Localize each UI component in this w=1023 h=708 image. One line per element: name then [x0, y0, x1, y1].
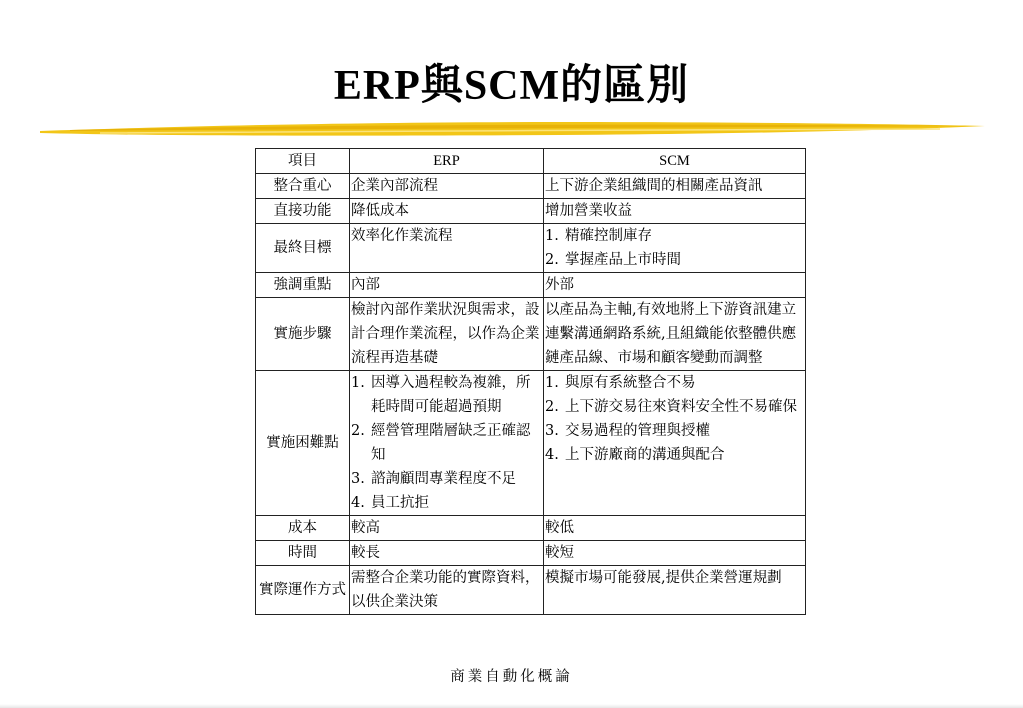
scm-cell	[544, 199, 806, 224]
list-item	[351, 491, 542, 515]
scm-cell	[544, 298, 806, 371]
list-text: 與原有系統整合不易	[565, 375, 696, 391]
comparison-table	[255, 148, 806, 615]
list-number: 1.	[545, 228, 559, 244]
erp-cell	[350, 273, 544, 298]
list-text: 經營管理階層缺乏正確認知	[371, 423, 531, 463]
table-row	[256, 224, 806, 273]
list-number: 3.	[545, 423, 559, 439]
erp-cell	[350, 371, 544, 516]
header-cell: SCM	[544, 149, 806, 174]
scm-cell	[544, 566, 806, 615]
table-row	[256, 199, 806, 224]
yellow-brush-stroke	[40, 114, 985, 144]
row-label-cell: 實施困難點	[256, 371, 350, 516]
cell-text: 以產品為主軸,有效地將上下游資訊建立連繫溝通網路系統,且組織能依整體供應鏈產品線、市場和顧客變動而調整	[545, 302, 797, 366]
list-number: 4.	[545, 447, 559, 463]
list-item	[351, 419, 542, 467]
list-text: 因導入過程較為複雜，所耗時間可能超過預期	[371, 375, 531, 415]
cell-text: 較長	[351, 545, 380, 561]
erp-cell	[350, 174, 544, 199]
cell-text: 效率化作業流程	[351, 228, 453, 244]
list-number: 2.	[351, 423, 365, 439]
list-number: 2.	[545, 399, 559, 415]
row-label-cell: 整合重心	[256, 174, 350, 199]
row-label-cell: 實施步驟	[256, 298, 350, 371]
row-label-cell: 時間	[256, 541, 350, 566]
list-text: 諮詢顧問專業程度不足	[371, 471, 516, 487]
table-row	[256, 566, 806, 615]
erp-cell	[350, 199, 544, 224]
cell-text: 模擬市場可能發展,提供企業營運規劃	[545, 570, 782, 586]
list-item	[545, 248, 804, 272]
cell-text: 內部	[351, 277, 380, 293]
list-text: 上下游交易往來資料安全性不易確保	[565, 399, 797, 415]
list-number: 1.	[351, 375, 365, 391]
list-item	[351, 467, 542, 491]
table-row	[256, 174, 806, 199]
cell-text: 外部	[545, 277, 574, 293]
row-label-cell: 最終目標	[256, 224, 350, 273]
table-header-row	[256, 149, 806, 174]
scm-cell	[544, 224, 806, 273]
list-text: 交易過程的管理與授權	[565, 423, 710, 439]
list-number: 2.	[545, 252, 559, 268]
header-cell: ERP	[350, 149, 544, 174]
erp-cell	[350, 516, 544, 541]
cell-text: 較高	[351, 520, 380, 536]
list-text: 掌握產品上市時間	[565, 252, 681, 268]
scm-cell	[544, 371, 806, 516]
cell-text: 需整合企業功能的實際資料，以供企業決策	[351, 570, 540, 610]
list-text: 精確控制庫存	[565, 228, 652, 244]
scm-cell	[544, 273, 806, 298]
row-label-cell: 成本	[256, 516, 350, 541]
list-number: 3.	[351, 471, 365, 487]
row-label-cell: 實際運作方式	[256, 566, 350, 615]
scm-cell	[544, 174, 806, 199]
cell-text: 企業內部流程	[351, 178, 438, 194]
list-item	[545, 443, 804, 467]
list-item	[545, 395, 804, 419]
row-label-cell: 強調重點	[256, 273, 350, 298]
cell-text: 檢討內部作業狀況與需求，設計合理作業流程，以作為企業流程再造基礎	[351, 302, 540, 366]
list-text: 員工抗拒	[371, 495, 429, 511]
table-row	[256, 516, 806, 541]
table-row	[256, 541, 806, 566]
row-label-cell: 直接功能	[256, 199, 350, 224]
slide-title: ERP與SCM的區別	[333, 63, 690, 109]
cell-text: 較低	[545, 520, 574, 536]
cell-text: 較短	[545, 545, 574, 561]
list-number: 4.	[351, 495, 365, 511]
table-row	[256, 371, 806, 516]
table-row	[256, 298, 806, 371]
scm-cell	[544, 516, 806, 541]
erp-cell	[350, 566, 544, 615]
bottom-edge	[0, 704, 1023, 708]
list-number: 1.	[545, 375, 559, 391]
cell-text: 降低成本	[351, 203, 409, 219]
erp-cell	[350, 224, 544, 273]
cell-text: 增加營業收益	[545, 203, 632, 219]
footer-text: 商業自動化概論	[450, 669, 573, 685]
list-item	[545, 371, 804, 395]
table-row	[256, 273, 806, 298]
scm-cell	[544, 541, 806, 566]
list-text: 上下游廠商的溝通與配合	[565, 447, 725, 463]
erp-cell	[350, 541, 544, 566]
list-item	[545, 419, 804, 443]
list-item	[351, 371, 542, 419]
list-item	[545, 224, 804, 248]
header-cell: 項目	[256, 149, 350, 174]
erp-cell	[350, 298, 544, 371]
cell-text: 上下游企業組織間的相關產品資訊	[545, 178, 763, 194]
